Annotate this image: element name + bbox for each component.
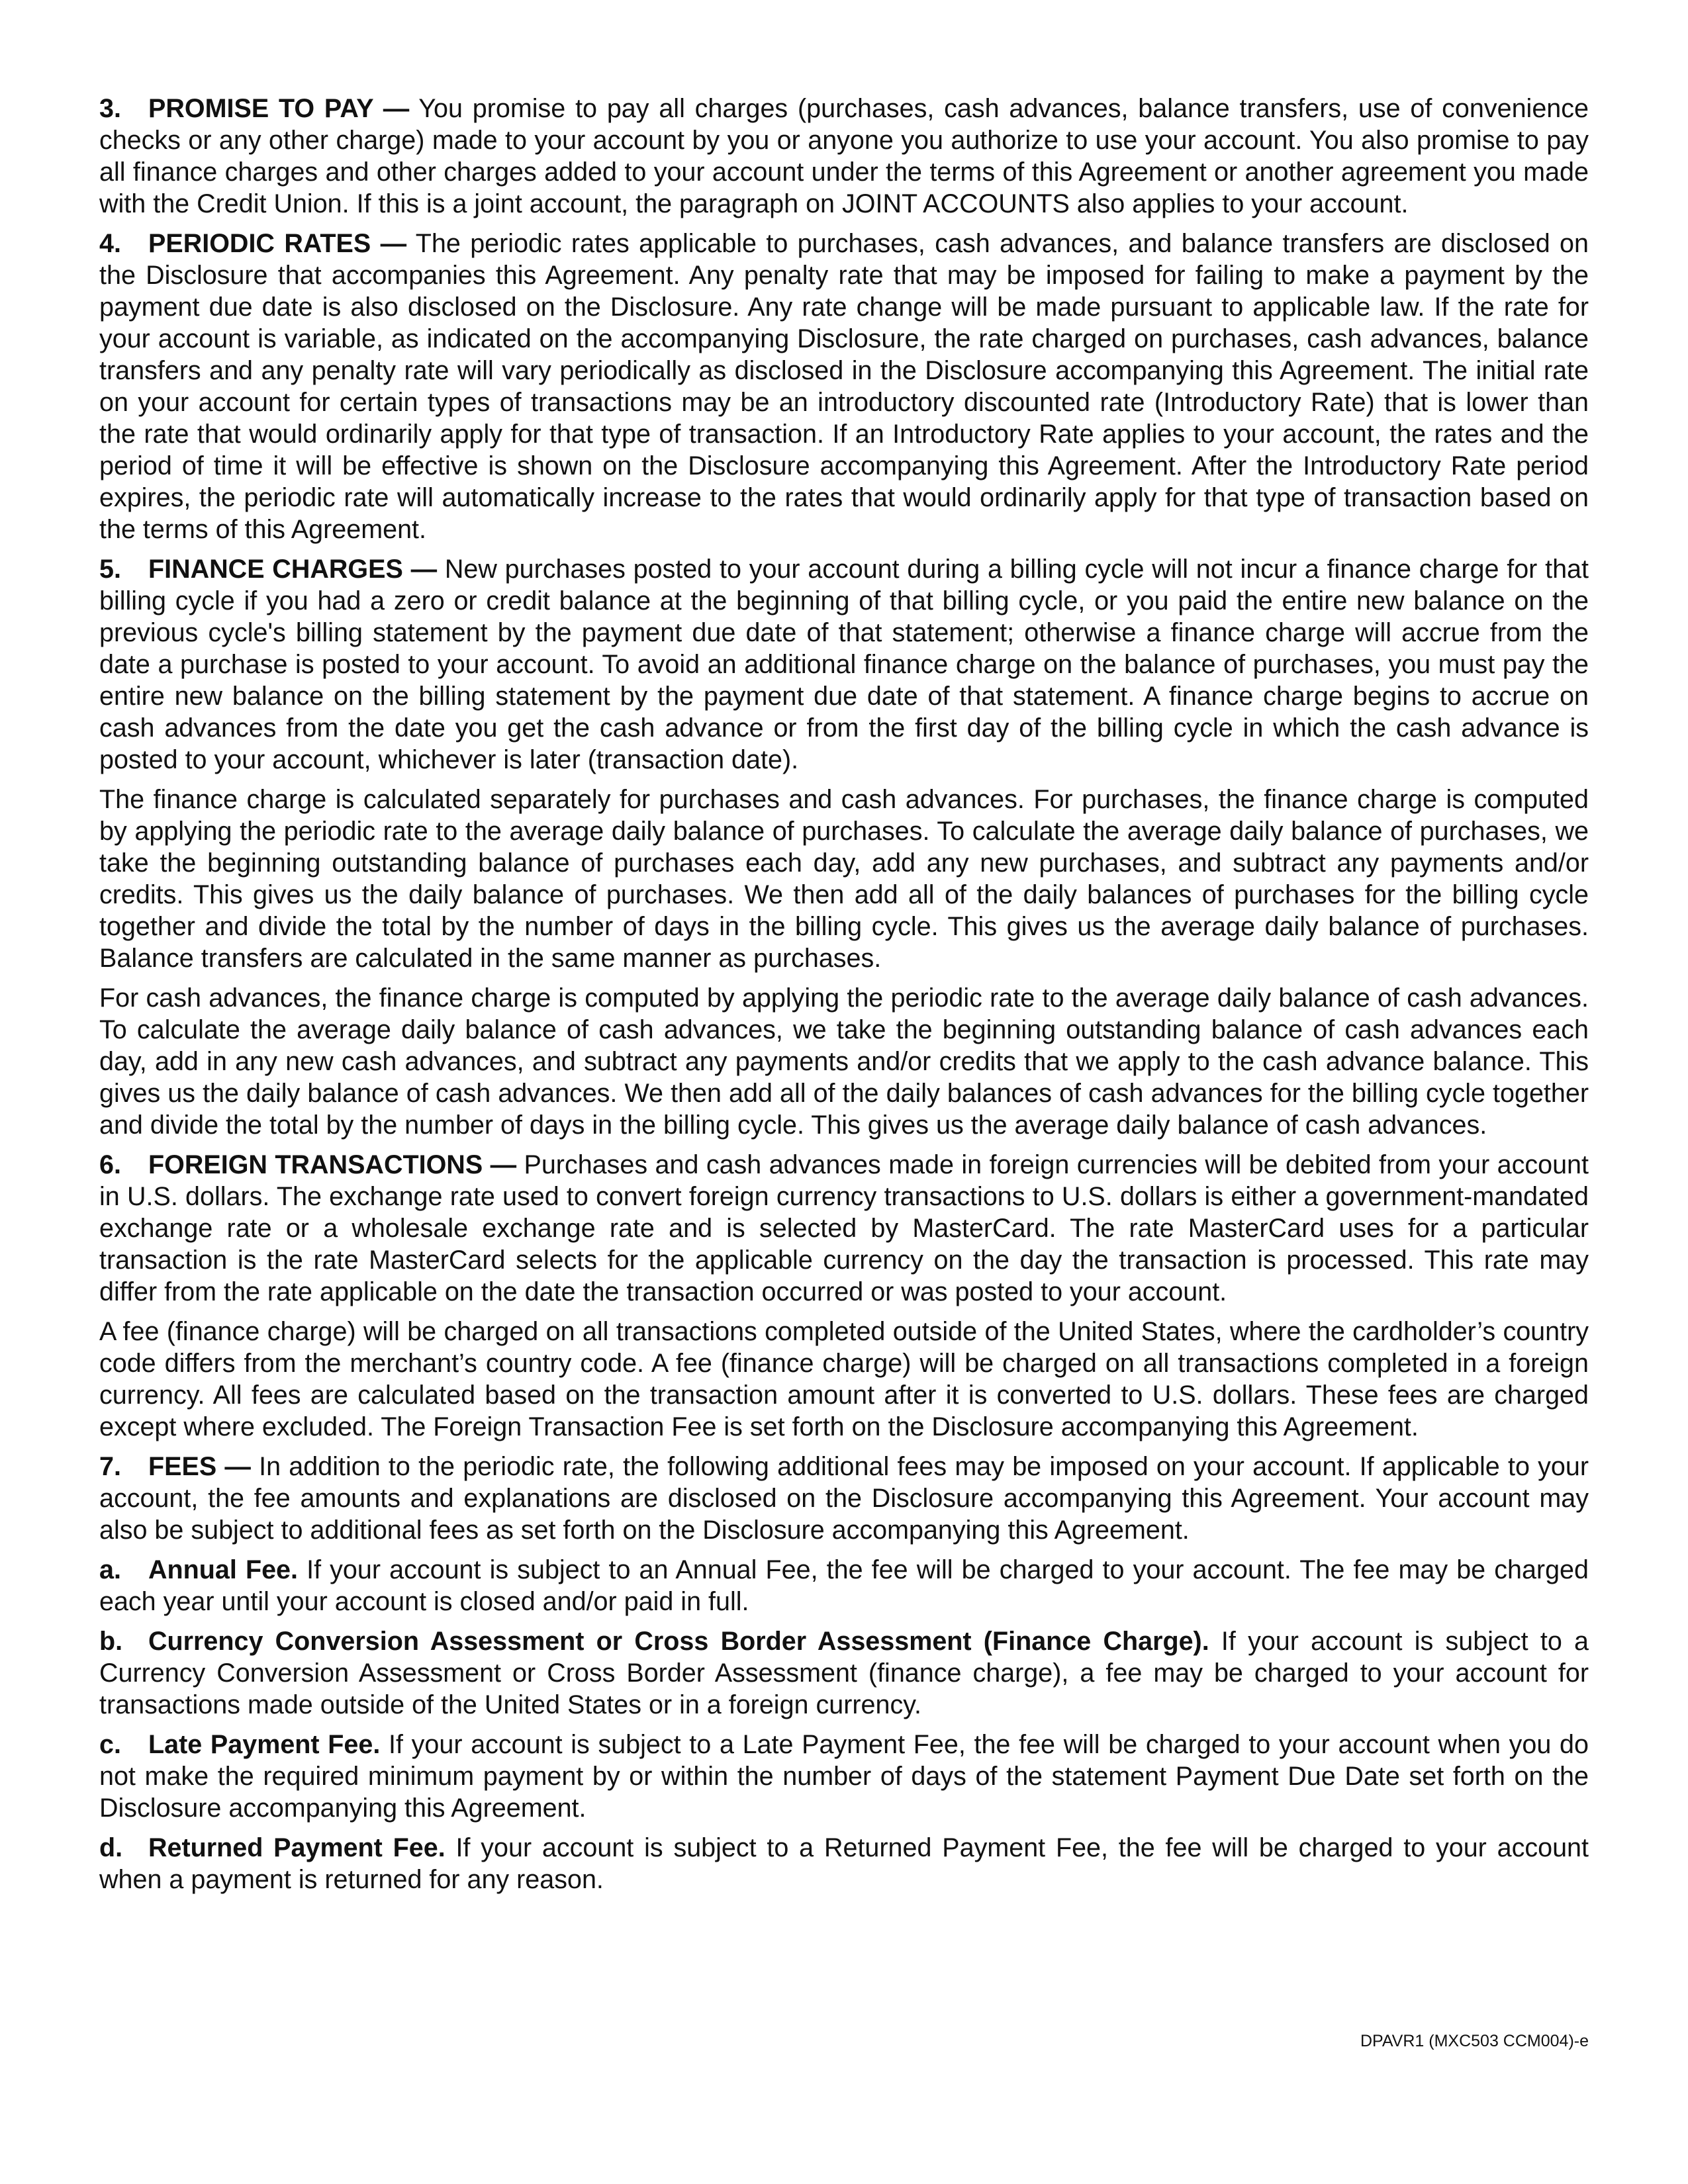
- subsection-letter: b.: [99, 1627, 123, 1656]
- section-heading: PERIODIC RATES —: [148, 229, 407, 258]
- foreign-transaction-fee-paragraph: A fee (finance charge) will be charged on all transactions completed outside of the United States, where the cardholder’s country code differs from the merchant’s country code. A fee (finance charge) will be charged on all transactions completed in a foreign currency. All fees are calculated based on the transaction amount after it is converted to U.S. dollars. These fees are charged except where excluded. The Foreign Transaction Fee is set forth on the Disclosure accompanying this Agreement.: [99, 1317, 1589, 1441]
- section-fees: [99, 1451, 1589, 1546]
- section-heading: FOREIGN TRANSACTIONS —: [148, 1150, 517, 1179]
- section-number: 7.: [99, 1452, 121, 1481]
- fee-currency-conversion: [99, 1625, 1589, 1721]
- document-body: [99, 93, 1589, 1903]
- fee-late-payment: [99, 1729, 1589, 1824]
- subsection-letter: c.: [99, 1730, 121, 1759]
- section-number: 6.: [99, 1150, 121, 1179]
- section-periodic-rates: [99, 228, 1589, 545]
- subsection-heading: Annual Fee.: [148, 1555, 299, 1584]
- finance-charges-cash-advances-paragraph: For cash advances, the finance charge is computed by applying the periodic rate to the average daily balance of cash advances. To calculate the average daily balance of cash advances, we take the beginning outstanding balance of cash advances each day, add in any new cash advances, and subtract any payments and/or credits that we apply to the cash advance balance. This gives us the daily balance of cash advances. We then add all of the daily balances of cash advances for the billing cycle together and divide the total by the number of days in the billing cycle. This gives us the average daily balance of cash advances.: [99, 983, 1589, 1140]
- section-number: 4.: [99, 229, 121, 258]
- section-number: 5.: [99, 555, 121, 584]
- subsection-text: If your account is subject to a Returned Payment Fee, the fee will be charged to your account when a payment is returned for any reason.: [99, 1833, 1589, 1894]
- subsection-heading: Late Payment Fee.: [148, 1730, 381, 1759]
- fee-annual: [99, 1554, 1589, 1617]
- subsection-letter: a.: [99, 1555, 121, 1584]
- section-text: New purchases posted to your account during a billing cycle will not incur a finance charge for that billing cycle if you had a zero or credit balance at the beginning of that billing cycle, or you paid the entire new balance on the previous cycle's billing statement by the payment due date of that statement; otherwise a finance charge will accrue from the date a purchase is posted to your account. To avoid an additional finance charge on the balance of purchases, you must pay the entire new balance on the billing statement by the payment due date of that statement. A finance charge begins to accrue on cash advances from the date you get the cash advance or from the first day of the billing cycle in which the cash advance is posted to your account, whichever is later (transaction date).: [99, 555, 1589, 774]
- section-heading: PROMISE TO PAY —: [148, 94, 410, 123]
- section-heading: FEES —: [148, 1452, 251, 1481]
- subsection-text: If your account is subject to a Late Payment Fee, the fee will be charged to your account when you do not make the required minimum payment by or within the number of days of the statement Payment Due Date set forth on the Disclosure accompanying this Agreement.: [99, 1730, 1589, 1823]
- section-text: Purchases and cash advances made in foreign currencies will be debited from your account in U.S. dollars. The exchange rate used to convert foreign currency transactions to U.S. dollars is either a government-mandated exchange rate or a wholesale exchange rate and is selected by MasterCard. The rate MasterCard uses for a particular transaction is the rate MasterCard selects for the applicable currency on the day the transaction is processed. This rate may differ from the rate applicable on the date the transaction occurred or was posted to your account.: [99, 1150, 1589, 1306]
- finance-charges-purchases-paragraph: The finance charge is calculated separately for purchases and cash advances. For purchases, the finance charge is computed by applying the periodic rate to the average daily balance of purchases. To calculate the average daily balance of purchases, we take the beginning outstanding balance of purchases each day, add any new purchases, and subtract any payments and/or credits. This gives us the daily balance of purchases. We then add all of the daily balances of purchases for the billing cycle together and divide the total by the number of days in the billing cycle. This gives us the average daily balance of purchases. Balance transfers are calculated in the same manner as purchases.: [99, 785, 1589, 973]
- section-promise-to-pay: [99, 93, 1589, 220]
- document-code-footer: DPAVR1 (MXC503 CCM004)-e: [1360, 2032, 1589, 2050]
- section-text: In addition to the periodic rate, the following additional fees may be imposed on your account. If applicable to your account, the fee amounts and explanations are disclosed on the Disclosure accompanying this Agreement. Your account may also be subject to additional fees as set forth on the Disclosure accompanying this Agreement.: [99, 1452, 1589, 1545]
- section-text: You promise to pay all charges (purchases, cash advances, balance transfers, use of convenience checks or any other charge) made to your account by you or anyone you authorize to use your account. You also promise to pay all finance charges and other charges added to your account under the terms of this Agreement or another agreement you made with the Credit Union. If this is a joint account, the paragraph on JOINT ACCOUNTS also applies to your account.: [99, 94, 1589, 218]
- subsection-letter: d.: [99, 1833, 123, 1862]
- section-finance-charges: [99, 553, 1589, 776]
- subsection-text: If your account is subject to an Annual Fee, the fee will be charged to your account. The fee may be charged each year until your account is closed and/or paid in full.: [99, 1555, 1589, 1616]
- section-number: 3.: [99, 94, 121, 123]
- section-heading: FINANCE CHARGES —: [148, 555, 438, 584]
- subsection-heading: Currency Conversion Assessment or Cross Border Assessment (Finance Charge).: [148, 1627, 1209, 1656]
- subsection-heading: Returned Payment Fee.: [148, 1833, 445, 1862]
- section-foreign-transactions: [99, 1149, 1589, 1308]
- section-text: The periodic rates applicable to purchases, cash advances, and balance transfers are disclosed on the Disclosure that accompanies this Agreement. Any penalty rate that may be imposed for failing to make a payment by the payment due date is also disclosed on the Disclosure. Any rate change will be made pursuant to applicable law. If the rate for your account is variable, as indicated on the accompanying Disclosure, the rate charged on purchases, cash advances, balance transfers and any penalty rate will vary periodically as disclosed in the Disclosure accompanying this Agreement. The initial rate on your account for certain types of transactions may be an introductory discounted rate (Introductory Rate) that is lower than the rate that would ordinarily apply for that type of transaction. If an Introductory Rate applies to your account, the rates and the period of time it will be effective is shown on the Disclosure accompanying this Agreement. After the Introductory Rate period expires, the periodic rate will automatically increase to the rates that would ordinarily apply for that type of transaction based on the terms of this Agreement.: [99, 229, 1589, 544]
- fee-returned-payment: [99, 1832, 1589, 1895]
- subsection-text: If your account is subject to a Currency Conversion Assessment or Cross Border Assessment (finance charge), a fee may be charged to your account for transactions made outside of the United States or in a foreign currency.: [99, 1627, 1589, 1719]
